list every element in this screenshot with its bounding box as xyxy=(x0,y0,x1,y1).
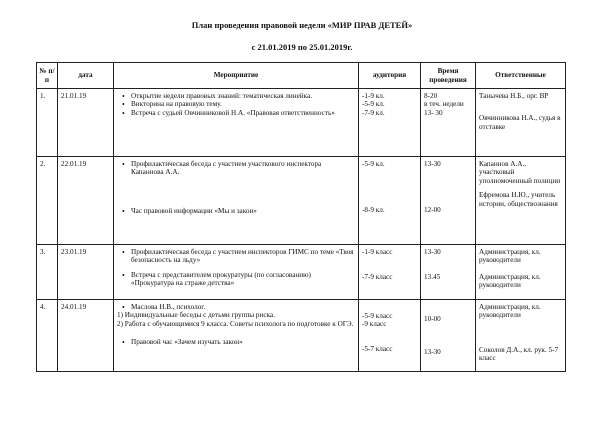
page-title: План проведения правовой недели «МИР ПРАВ ДЕТЕЙ» xyxy=(191,20,413,30)
header-audience: аудитория xyxy=(359,63,421,89)
audience-line: -8-9 кл. xyxy=(362,206,385,215)
row-time xyxy=(421,245,476,300)
row-events xyxy=(114,89,359,157)
row-events xyxy=(114,245,359,300)
row-time xyxy=(421,157,476,245)
table-row xyxy=(37,300,566,372)
responsible-line: Ефремова Н.Ю., учитель истории, обществознания xyxy=(479,191,558,208)
event-item: • Профилактическая беседа с участием инспекторов ГИМС по теме «Твоя безопасность на льду» xyxy=(131,248,355,265)
time-line: 8-20 xyxy=(424,92,438,100)
row-responsible xyxy=(476,245,566,300)
row-num: 1. xyxy=(37,89,58,157)
row-date: 23.01.19 xyxy=(58,245,114,300)
row-audience xyxy=(359,89,421,157)
row-num: 3. xyxy=(37,245,58,300)
responsible-line: Капаннов А.А., участковый уполномоченный полиции xyxy=(479,160,561,185)
event-item: • Встреча с представителем прокуратуры (по согласованию) «Прокуратура на страже детства» xyxy=(131,271,355,288)
row-responsible xyxy=(476,89,566,157)
audience-line: -5-9 класс xyxy=(362,312,393,320)
row-date: 21.01.19 xyxy=(58,89,114,157)
page-dates: с 21.01.2019 по 25.01.2019г. xyxy=(251,42,353,52)
responsible-line: Администрация, кл. руководители xyxy=(479,248,541,265)
event-line: 1) Индивидуальные беседы с детьми группы риска. xyxy=(117,311,275,320)
row-events xyxy=(114,300,359,372)
table-header xyxy=(37,63,566,89)
event-item: • Встреча с судьей Овчинниковой Н.А. «Правовая ответственность» xyxy=(131,109,355,117)
event-item: • Профилактическая беседа с участием участкового инспектора Капаннова А.А. xyxy=(131,160,355,177)
row-responsible xyxy=(476,300,566,372)
row-time xyxy=(421,300,476,372)
time-line: 13-30 xyxy=(424,160,441,168)
event-item: • Открытие недели правовых знаний: тематическая линейка. xyxy=(131,92,355,100)
responsible-line: Овчинникова Н.А., судья в отставке xyxy=(479,114,561,131)
responsible-line: Администрация, кл. руководители xyxy=(479,303,541,320)
audience-line: -7-9 кл. xyxy=(362,108,385,117)
time-line: 13.45 xyxy=(424,273,441,282)
header-responsible: Ответственные xyxy=(476,63,566,89)
audience-line: -5-9 кл. xyxy=(362,160,385,168)
audience-line: -1-9 класс xyxy=(362,248,393,256)
row-num: 4. xyxy=(37,300,58,372)
row-events xyxy=(114,157,359,245)
time-line: 13- 30 xyxy=(424,108,443,117)
header-num: № п/п xyxy=(37,63,58,89)
audience-line: -1-9 кл. xyxy=(362,92,385,100)
row-audience xyxy=(359,300,421,372)
responsible-line: Соколов Д.А., кл. рук. 5-7 класс xyxy=(479,345,559,363)
audience-line: -5-9 кл. xyxy=(362,100,385,109)
time-line: 13-30 xyxy=(424,348,441,357)
event-item: • Час правовой информации «Мы и закон» xyxy=(131,207,355,215)
time-line: в теч. недели xyxy=(424,100,464,109)
event-item: • Маслова Н.В., психолог. xyxy=(131,303,355,311)
responsible-line: Танычева Н.Б., орг. ВР xyxy=(479,92,549,100)
header-date: дата xyxy=(58,63,114,89)
event-item: • Правовой час «Зачем изучать закон» xyxy=(131,338,355,346)
row-date: 24.01.19 xyxy=(58,300,114,372)
header-event: Мероприятие xyxy=(114,63,359,89)
table-row xyxy=(37,245,566,300)
time-line: 12-00 xyxy=(424,206,441,215)
time-line: 10-00 xyxy=(424,315,441,323)
audience-line: -5-7 класс xyxy=(362,344,393,353)
row-num: 2. xyxy=(37,157,58,245)
plan-table xyxy=(36,62,566,372)
event-line: 2) Работа с обучающимися 9 класса. Советы психолога по подготовке к ОГЭ. xyxy=(117,319,354,328)
row-audience xyxy=(359,157,421,245)
header-time: Время проведения xyxy=(421,63,476,89)
row-date: 22.01.19 xyxy=(58,157,114,245)
audience-line: -7-9 класс xyxy=(362,273,393,282)
row-time xyxy=(421,89,476,157)
event-item: • Викторина на правовую тему. xyxy=(131,100,355,108)
responsible-line: Администрация, кл. руководители xyxy=(479,272,541,290)
row-audience xyxy=(359,245,421,300)
table-row xyxy=(37,89,566,157)
audience-line: -9 класс xyxy=(362,320,387,329)
time-line: 13-30 xyxy=(424,248,441,256)
table-row xyxy=(37,157,566,245)
row-responsible xyxy=(476,157,566,245)
